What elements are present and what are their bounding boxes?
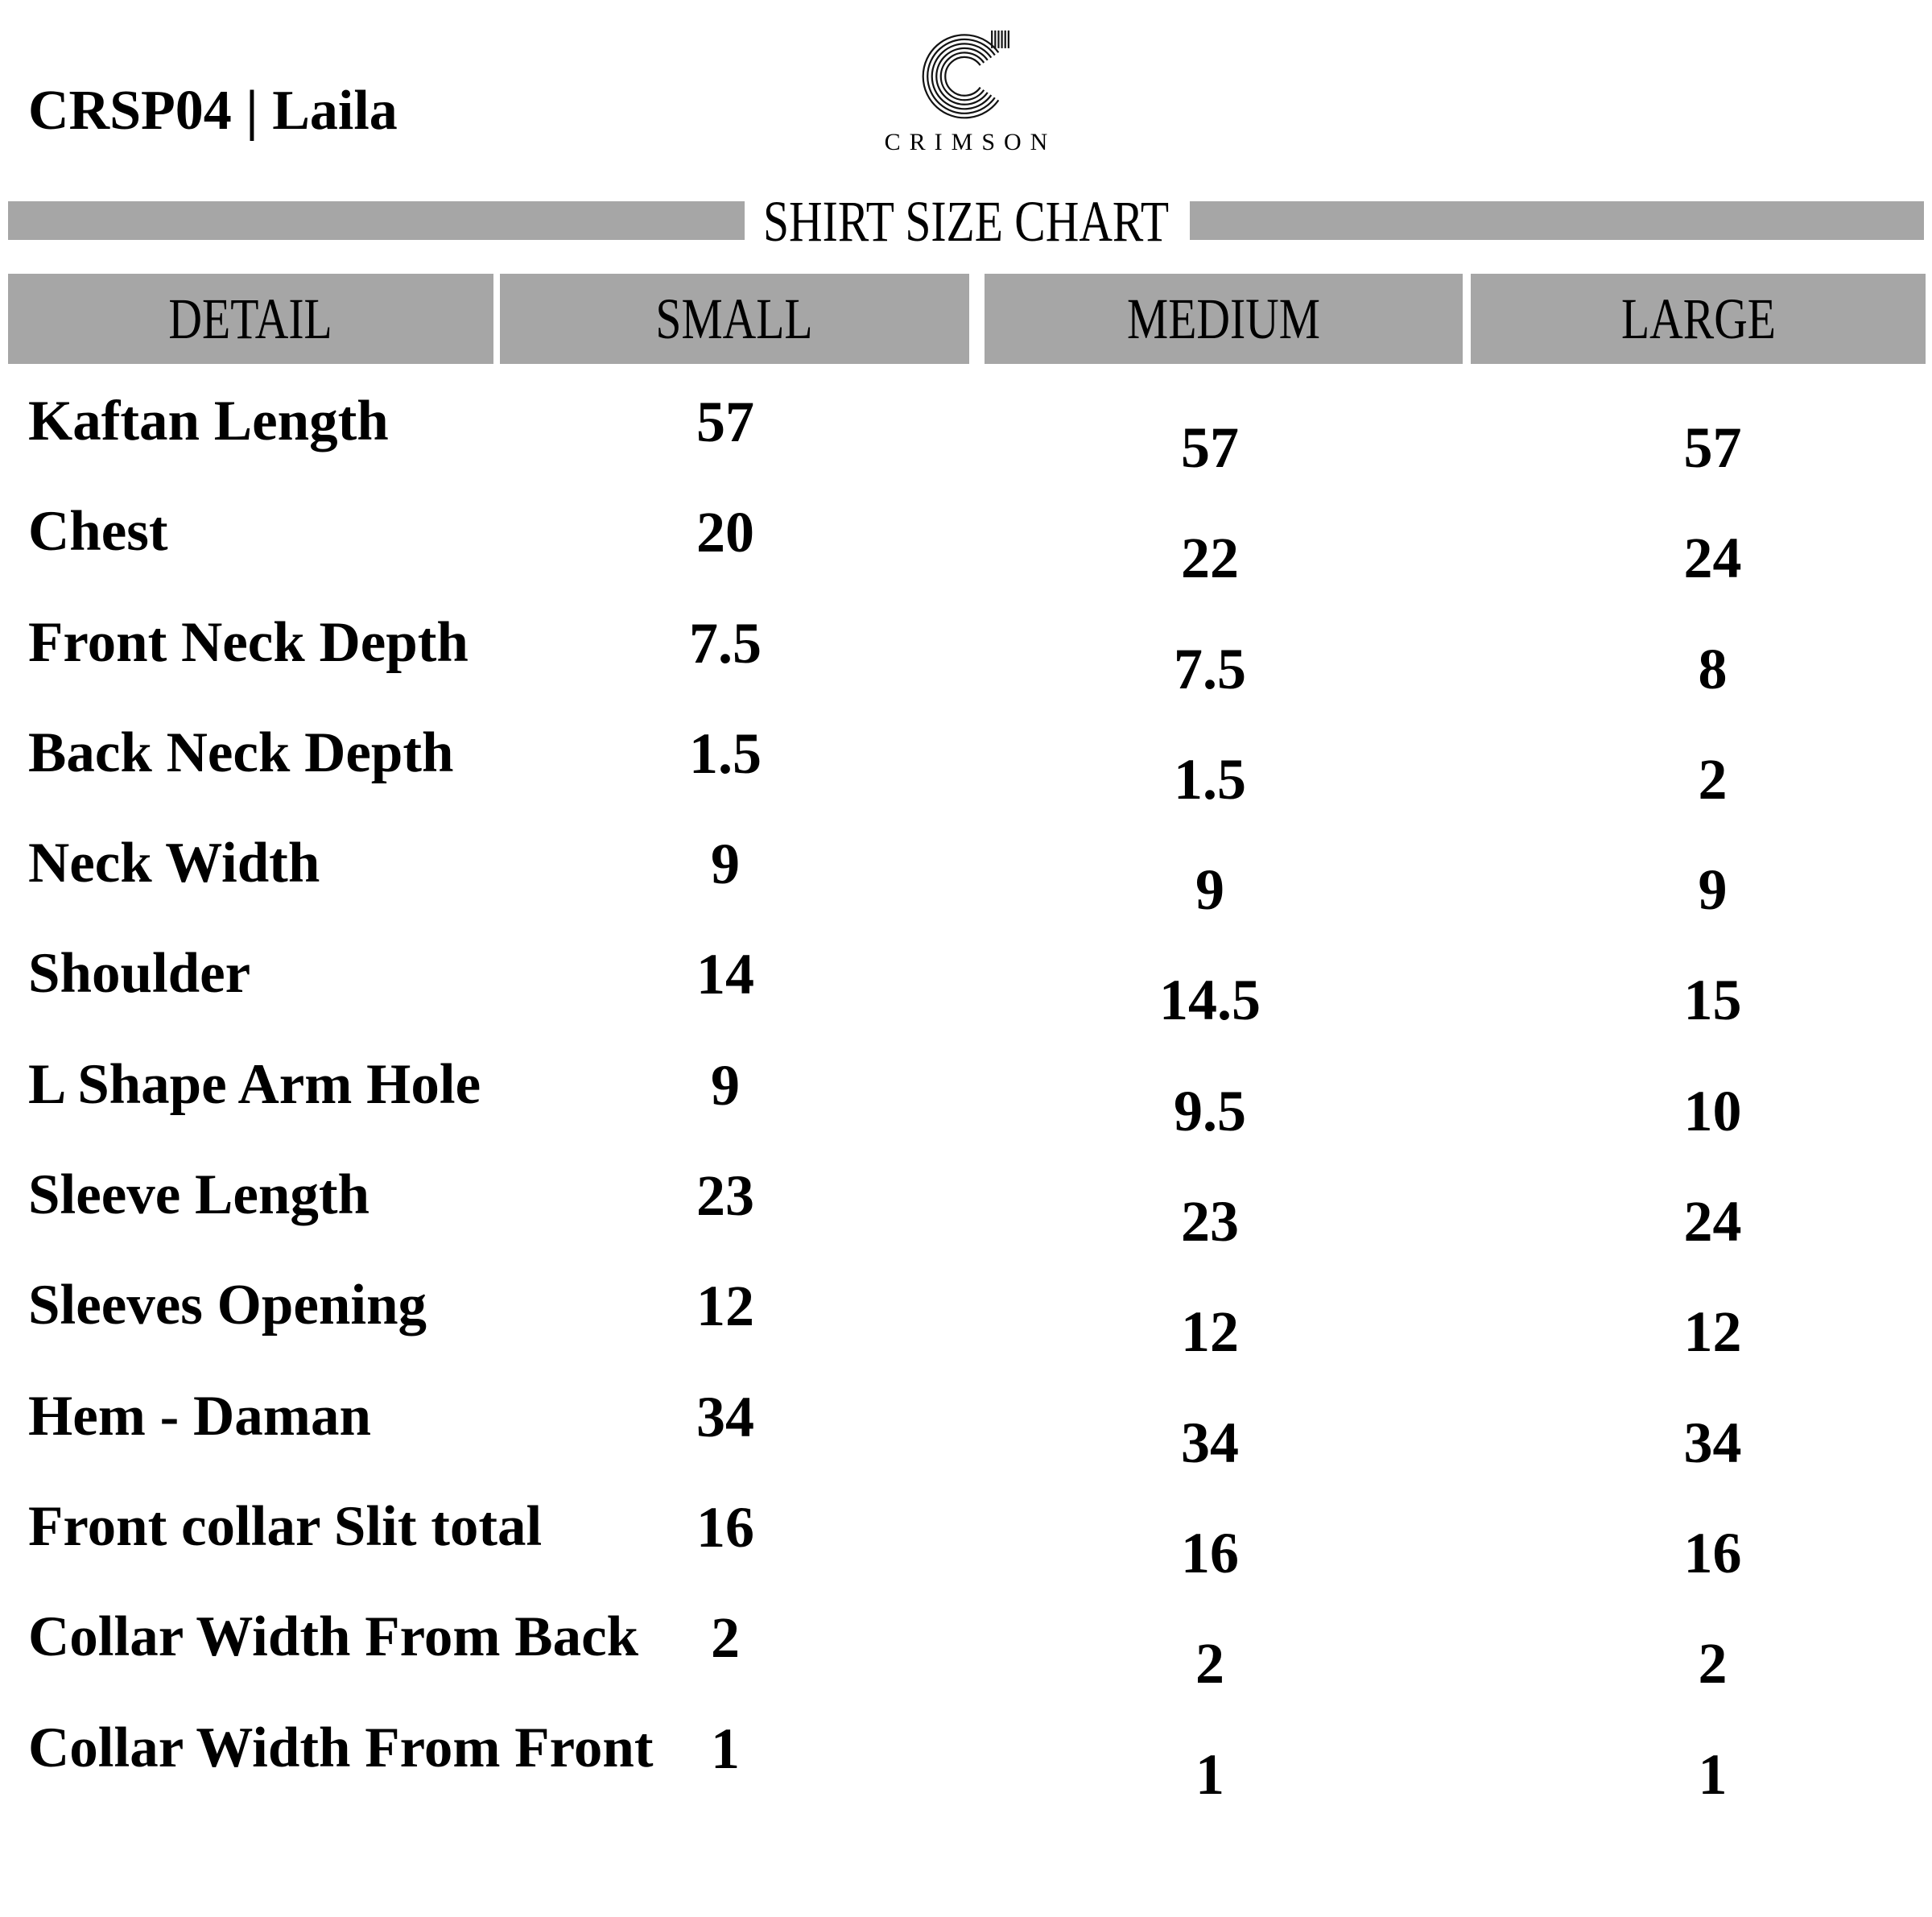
value-large: 2 <box>1698 746 1728 812</box>
crimson-c-logo-icon <box>919 29 1013 121</box>
table-header-row <box>0 274 1932 364</box>
row-label: Sleeve Length <box>28 1163 369 1227</box>
value-medium: 1 <box>1195 1741 1224 1807</box>
value-medium: 1.5 <box>1174 746 1246 812</box>
table-row <box>0 1144 1932 1254</box>
value-large: 2 <box>1698 1631 1728 1696</box>
row-label: Front collar Slit total <box>28 1494 543 1558</box>
value-small: 14 <box>696 942 754 1007</box>
value-medium: 23 <box>1181 1189 1239 1254</box>
brand-logo <box>0 0 1932 155</box>
chart-title-bar <box>0 189 1932 254</box>
value-small: 20 <box>696 500 754 565</box>
column-header-small: SMALL <box>500 274 969 364</box>
table-row <box>0 702 1932 812</box>
value-medium: 14.5 <box>1159 968 1261 1033</box>
table-row <box>0 812 1932 923</box>
value-small: 7.5 <box>689 610 762 675</box>
column-header-large: LARGE <box>1471 274 1926 364</box>
table-row <box>0 1034 1932 1144</box>
row-label: Hem - Daman <box>28 1384 371 1448</box>
value-large: 8 <box>1698 636 1728 701</box>
table-row <box>0 1365 1932 1476</box>
row-label: Shoulder <box>28 942 251 1006</box>
row-label: Collar Width From Front <box>28 1716 654 1779</box>
chart-title <box>0 189 1932 254</box>
value-medium: 16 <box>1181 1520 1239 1585</box>
row-label: Chest <box>28 500 168 564</box>
value-large: 1 <box>1698 1741 1728 1807</box>
value-small: 1.5 <box>689 721 762 786</box>
value-large: 57 <box>1683 415 1742 480</box>
value-small: 16 <box>696 1494 754 1560</box>
table-row <box>0 1476 1932 1586</box>
value-medium: 7.5 <box>1174 636 1246 701</box>
row-label: Front Neck Depth <box>28 610 469 674</box>
row-label: Sleeves Opening <box>28 1274 427 1337</box>
value-large: 12 <box>1683 1299 1742 1365</box>
table-body <box>0 370 1932 1808</box>
value-medium: 22 <box>1181 526 1239 591</box>
value-small: 9 <box>711 832 740 897</box>
row-label: Back Neck Depth <box>28 721 454 784</box>
value-medium: 57 <box>1181 415 1239 480</box>
product-code: CRSP04 | Laila <box>28 80 398 142</box>
table-row <box>0 1586 1932 1696</box>
value-large: 16 <box>1683 1520 1742 1585</box>
table-row <box>0 370 1932 481</box>
value-small: 1 <box>711 1716 740 1781</box>
value-large: 10 <box>1683 1078 1742 1143</box>
row-label: L Shape Arm Hole <box>28 1052 481 1116</box>
table-row <box>0 1697 1932 1808</box>
value-medium: 9 <box>1195 857 1224 923</box>
value-small: 57 <box>696 390 754 454</box>
value-medium: 12 <box>1181 1299 1239 1365</box>
value-medium: 2 <box>1195 1631 1224 1696</box>
table-row <box>0 481 1932 591</box>
value-small: 2 <box>711 1605 740 1671</box>
chart-title-text: SHIRT SIZE CHART <box>762 189 1170 254</box>
value-large: 24 <box>1683 1189 1742 1254</box>
table-row <box>0 592 1932 702</box>
value-small: 12 <box>696 1274 754 1339</box>
row-label: Collar Width From Back <box>28 1605 639 1669</box>
value-large: 34 <box>1683 1410 1742 1475</box>
table-row <box>0 923 1932 1033</box>
value-medium: 9.5 <box>1174 1078 1246 1143</box>
value-small: 34 <box>696 1384 754 1449</box>
value-large: 9 <box>1698 857 1728 923</box>
value-medium: 34 <box>1181 1410 1239 1475</box>
row-label: Kaftan Length <box>28 390 389 452</box>
table-row <box>0 1254 1932 1365</box>
column-header-detail: DETAIL <box>8 274 493 364</box>
value-small: 23 <box>696 1163 754 1229</box>
column-header-medium: MEDIUM <box>985 274 1463 364</box>
brand-name: CRIMSON <box>884 129 1057 155</box>
value-small: 9 <box>711 1052 740 1118</box>
row-label: Neck Width <box>28 832 320 895</box>
value-large: 24 <box>1683 526 1742 591</box>
value-large: 15 <box>1683 968 1742 1033</box>
